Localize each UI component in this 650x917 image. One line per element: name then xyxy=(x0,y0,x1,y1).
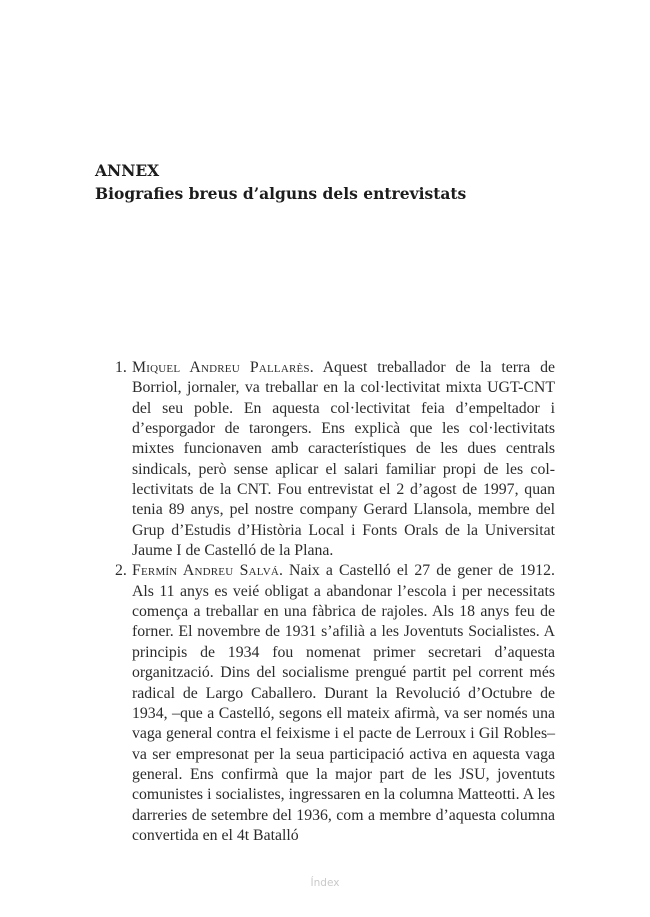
section-title: Biografies breus d’alguns dels entrevistats xyxy=(95,184,467,203)
entry-number: 1. xyxy=(115,359,127,376)
annex-heading xyxy=(95,159,565,205)
section-label: ANNEX xyxy=(95,161,160,180)
entry-number: 2. xyxy=(115,562,127,580)
entry-person-name: Fermín Andreu Salvá xyxy=(132,562,279,580)
entry-text: . Naix a Castelló el 27 de gener de 1912. Als 11 anys es veié obligat a abandonar l’escola i per necessitats comença a treballar en una fàbrica de rajoles. Als 18 anys feu de forner. El novembre de 1931 s’afilià a les Joventuts Socialistes. A principis de 1934 fou nomenat primer secretari d’aquesta organització. Dins del socialisme prengué partit pel corrent més radical de Largo Caballero. Durant la Revolució d’Octubre de 1934, –que a Castelló, segons ell mateix afirmà, va ser només una vaga general contra el feixisme i el pacte de Lerroux i Gil Robles– va ser empresonat per la seua participació activa en aquesta vaga general. Ens confirmà que la major part de les JSU, joventuts comunistes i socialistes, ingressaren en la columna Matteotti. A les darreries de setembre del 1936, com a membre d’aquesta columna convertida en el 4t Batalló xyxy=(132,562,556,844)
biography-list xyxy=(95,358,555,846)
biography-entry-2 xyxy=(95,561,555,846)
entry-text: . Aquest treballador de la terra de Borriol, jornaler, va treballar en la col·lectivitat mixta UGT-CNT del seu poble. En aquesta col·lectivitat feia d’empeltador i d’esporgador de tarongers. Ens explicà que les col·lectivitats mixtes funcionaven amb característiques de les dues centrals sindicals, però sense aplicar el salari familiar propi de les collectivitats de la CNT. Fou entrevistat el 2 d’agost de 1997, quan tenia 89 anys, pel nostre company Gerard Llansola, membre del Grup d’Estudis d’Història Local i Fonts Orals de la Universitat Jaume I de Castelló de la Plana. xyxy=(132,359,555,560)
entry-person-name: Miquel Andreu Pallarès xyxy=(132,359,310,376)
index-link[interactable]: Índex xyxy=(310,877,340,889)
biography-entry-1 xyxy=(95,358,555,561)
